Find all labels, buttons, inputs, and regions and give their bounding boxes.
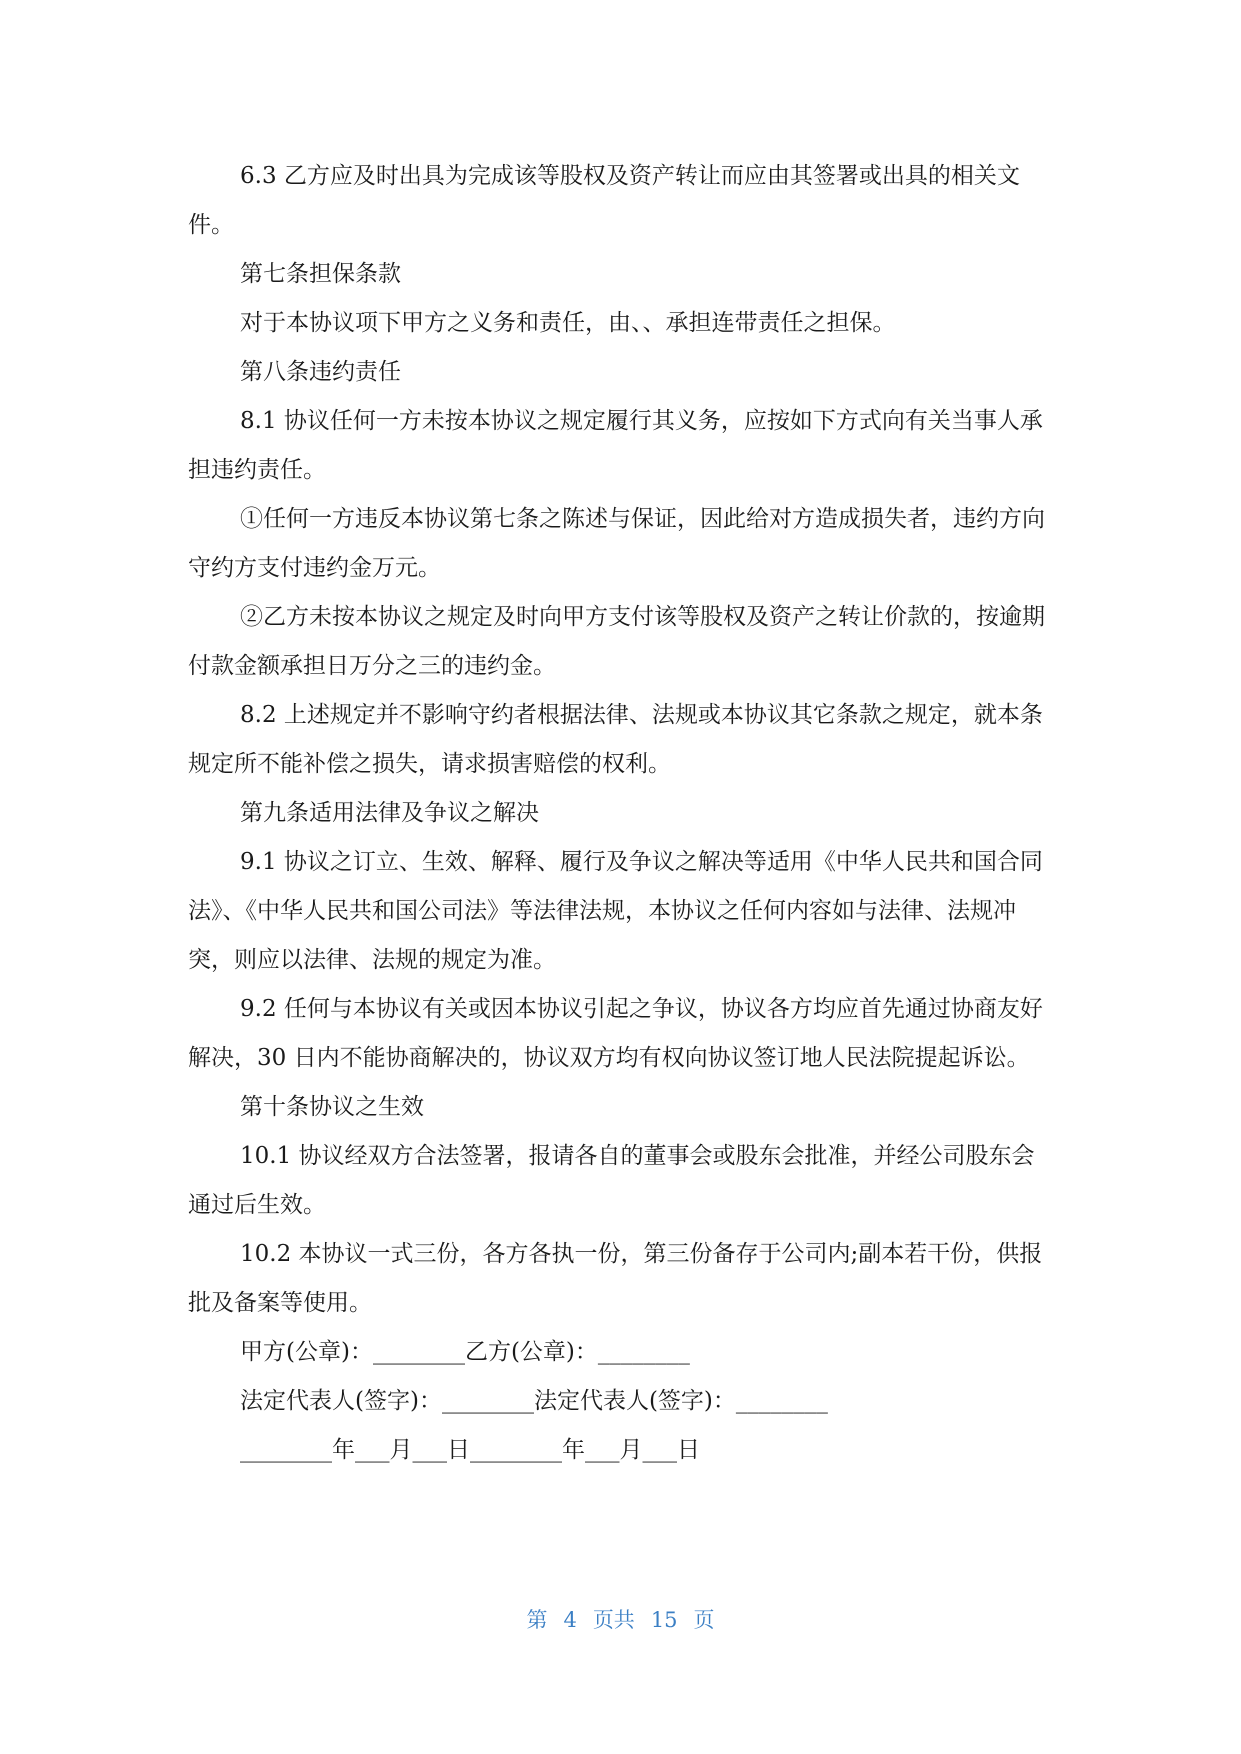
footer-page-number: 4 [563,1608,577,1632]
paragraph-8-2: 8.2 上述规定并不影响守约者根据法律、法规或本协议其它条款之规定，就本条规定所不能补偿之损失，请求损害赔偿的权利。 [188,702,1043,777]
paragraph-10-2: 10.2 本协议一式三份，各方各执一份，第三份备存于公司内;副本若干份，供报批及备案等使用。 [188,1241,1043,1316]
page-footer [0,1604,1241,1634]
footer-total-pages: 15 [650,1608,678,1632]
document-body [188,152,1048,1475]
footer-prefix: 第 [526,1608,548,1632]
paragraph-9-1: 9.1 协议之订立、生效、解释、履行及争议之解决等适用《中华人民共和国合同法》、《中华人民共和国公司法》等法律法规，本协议之任何内容如与法律、法规冲突，则应以法律、法规的规定为准。 [188,849,1043,973]
footer-mid: 页共 [592,1608,635,1632]
paragraph-item-1: ①任何一方违反本协议第七条之陈述与保证，因此给对方造成损失者，违约方向守约方支付违约金万元。 [188,506,1045,581]
heading-article-7: 第七条担保条款 [240,261,401,287]
heading-article-10: 第十条协议之生效 [240,1094,424,1120]
heading-article-9: 第九条适用法律及争议之解决 [240,800,539,826]
paragraph-9-2: 9.2 任何与本协议有关或因本协议引起之争议，协议各方均应首先通过协商友好解决，30 日内不能协商解决的，协议双方均有权向协议签订地人民法院提起诉讼。 [188,996,1043,1071]
signature-seal-line: 甲方(公章)：________乙方(公章)：________ [240,1339,690,1365]
paragraph-10-1: 10.1 协议经双方合法签署，报请各自的董事会或股东会批准，并经公司股东会通过后生效。 [188,1143,1035,1218]
signature-representative-line: 法定代表人(签字)：________法定代表人(签字)：________ [240,1388,828,1414]
heading-article-8: 第八条违约责任 [240,359,401,385]
paragraph-guarantee: 对于本协议项下甲方之义务和责任，由、、承担连带责任之担保。 [240,310,896,336]
paragraph-8-1: 8.1 协议任何一方未按本协议之规定履行其义务，应按如下方式向有关当事人承担违约责任。 [188,408,1043,483]
signature-date-line: ________年___月___日________年___月___日 [240,1437,700,1463]
footer-suffix: 页 [693,1608,715,1632]
paragraph-item-2: ②乙方未按本协议之规定及时向甲方支付该等股权及资产之转让价款的，按逾期付款金额承担日万分之三的违约金。 [188,604,1045,679]
paragraph-6-3: 6.3 乙方应及时出具为完成该等股权及资产转让而应由其签署或出具的相关文件。 [188,163,1020,238]
